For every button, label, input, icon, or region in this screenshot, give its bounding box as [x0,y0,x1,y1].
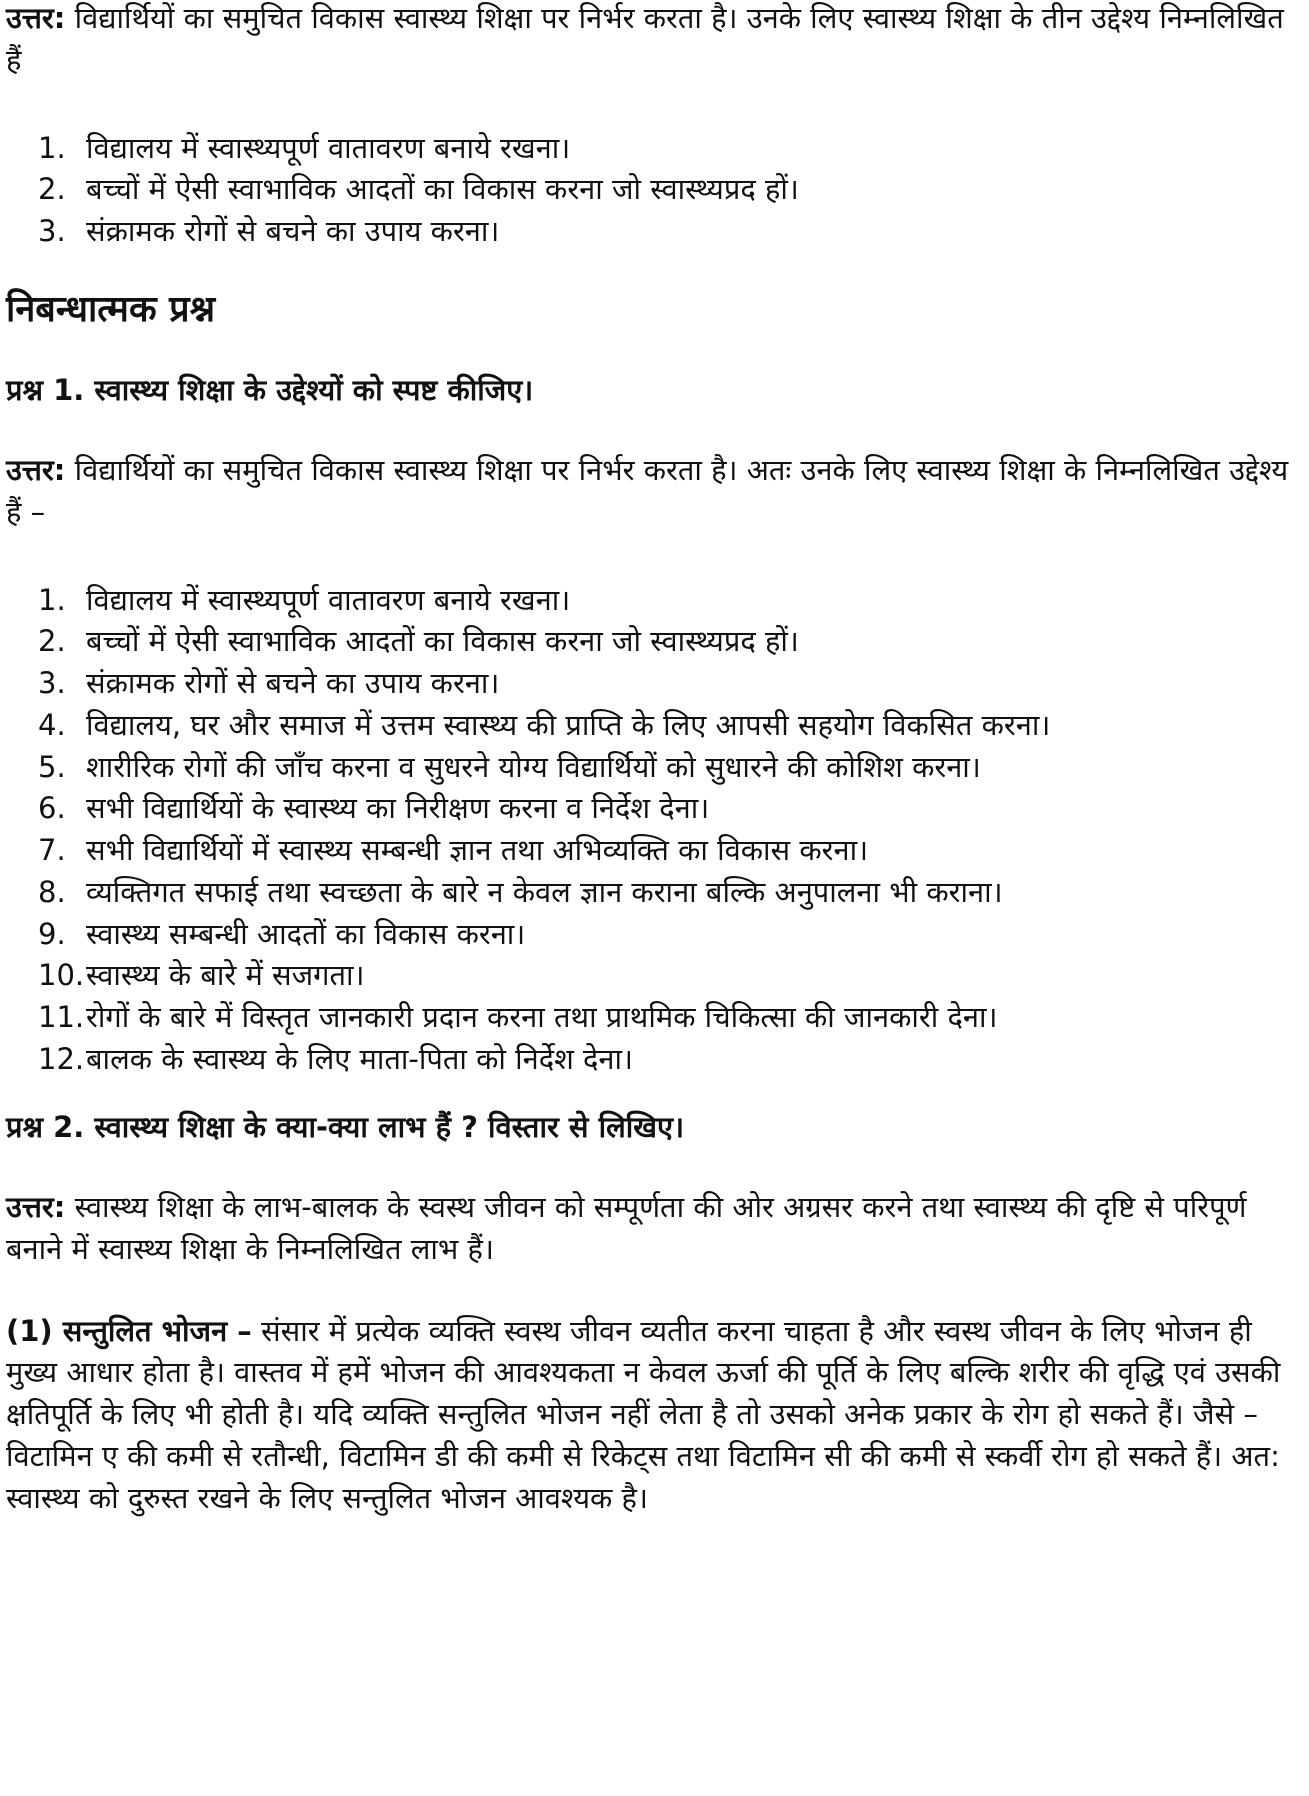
list-item: 3. संक्रामक रोगों से बचने का उपाय करना। [38,666,500,701]
section-heading: निबन्धात्मक प्रश्न [6,288,216,330]
list-item: 7. सभी विद्यार्थियों में स्वास्थ्य सम्बन्धी ज्ञान तथा अभिव्यक्ति का विकास करना। [38,833,869,868]
answer-2-text: स्वास्थ्य शिक्षा के लाभ-बालक के स्वस्थ जीवन को सम्पूर्णता की ओर अग्रसर करने तथा स्वास्थ्य की दृष्टि से परिपूर्ण बनाने में स्वास्थ्य शिक्षा के निम्नलिखित लाभ हैं। [6,1190,1247,1266]
list-item: 10. स्वास्थ्य के बारे में सजगता। [38,958,365,993]
question-1: प्रश्न 1. स्वास्थ्य शिक्षा के उद्देश्यों को स्पष्ट कीजिए। [6,372,534,407]
answer-2 [6,1187,1304,1271]
list-item: 9. स्वास्थ्य सम्बन्धी आदतों का विकास करना। [38,916,526,951]
list-item: 1. विद्यालय में स्वास्थ्यपूर्ण वातावरण बनाये रखना। [38,582,571,617]
list-item: 5. शारीरिक रोगों की जाँच करना व सुधरने योग्य विद्यार्थियों को सुधारने की कोशिश करना। [38,749,981,784]
benefit-point-1 [6,1311,1304,1520]
objectives-list [6,580,1304,1081]
answer-label: उत्तर: [6,453,66,488]
list-item: 12. बालक के स्वास्थ्य के लिए माता-पिता को निर्देश देना। [38,1041,634,1076]
benefit-point-1-text: संसार में प्रत्येक व्यक्ति स्वस्थ जीवन व्यतीत करना चाहता है और स्वस्थ जीवन के लिए भोजन ही मुख्य आधार होता है। वास्तव में हमें भोजन की आवश्यकता न केवल ऊर्जा की पूर्ति के लिए बल्कि शरीर की वृद्धि एवं उसकी क्षतिपूर्ति के लिए भी होती है। यदि व्यक्ति सन्तुलित भोजन नहीं लेता है तो उसको अनेक प्रकार के रोग हो सकते हैं। जैसे – विटामिन ए की कमी से रतौन्धी, विटामिन डी की कमी से रिकेट्स तथा विटामिन सी की कमी से स्कर्वी रोग हो सकते हैं। अत: स्वास्थ्य को दुरुस्त रखने के लिए सन्तुलित भोजन आवश्यक है। [6,1313,1281,1515]
answer-1 [6,450,1304,534]
list-item: 3. संक्रामक रोगों से बचने का उपाय करना। [38,214,500,248]
intro-objectives-list [6,128,1304,253]
benefit-point-1-lead: (1) सन्तुलित भोजन – [6,1313,252,1348]
intro-answer-text: विद्यार्थियों का समुचित विकास स्वास्थ्य शिक्षा पर निर्भर करता है। उनके लिए स्वास्थ्य शिक्षा के तीन उद्देश्य निम्नलिखित हैं [6,1,1284,77]
answer-label: उत्तर: [6,1,66,35]
list-item: 2. बच्चों में ऐसी स्वाभाविक आदतों का विकास करना जो स्वास्थ्यप्रद हों। [38,172,799,207]
answer-1-text: विद्यार्थियों का समुचित विकास स्वास्थ्य शिक्षा पर निर्भर करता है। अतः उनके लिए स्वास्थ्य शिक्षा के निम्नलिखित उद्देश्य हैं – [6,453,1289,529]
document-page [6,0,1304,1519]
list-item: 2. बच्चों में ऐसी स्वाभाविक आदतों का विकास करना जो स्वास्थ्यप्रद हों। [38,624,799,659]
intro-answer [6,0,1304,82]
list-item: 1. विद्यालय में स्वास्थ्यपूर्ण वातावरण बनाये रखना। [38,130,571,165]
list-item: 8. व्यक्तिगत सफाई तथा स्वच्छता के बारे न केवल ज्ञान कराना बल्कि अनुपालना भी कराना। [38,874,1003,909]
list-item: 6. सभी विद्यार्थियों के स्वास्थ्य का निरीक्षण करना व निर्देश देना। [38,791,710,826]
list-item: 11. रोगों के बारे में विस्तृत जानकारी प्रदान करना तथा प्राथमिक चिकित्सा की जानकारी देना। [38,1000,998,1035]
list-item: 4. विद्यालय, घर और समाज में उत्तम स्वास्थ्य की प्राप्ति के लिए आपसी सहयोग विकसित करना। [38,707,1051,742]
answer-label: उत्तर: [6,1190,66,1225]
question-2: प्रश्न 2. स्वास्थ्य शिक्षा के क्या-क्या लाभ हैं ? विस्तार से लिखिए। [6,1109,685,1144]
